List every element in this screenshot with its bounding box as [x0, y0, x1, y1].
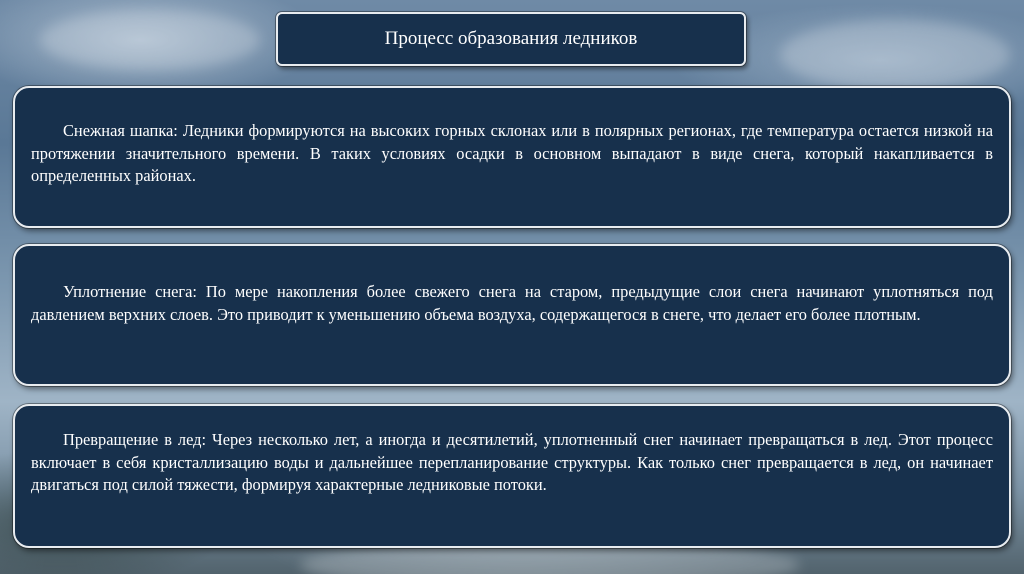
card-text: Превращение в лед: Через несколько лет, а иногда и десятилетий, уплотненный снег начинает превращаться в лед. Этот процесс включает в себя кристаллизацию воды и дальнейшее перепланирование структуры. Как только снег превращается в лед, он начинает двигаться под силой тяжести, формируя характерные ледниковые потоки. [31, 430, 993, 494]
content-card-ice-transformation [13, 404, 1011, 548]
slide-title-box [276, 12, 746, 66]
content-card-snow-compaction [13, 244, 1011, 386]
background-cloud [40, 10, 260, 70]
content-card-snow-cap [13, 86, 1011, 228]
card-text: Снежная шапка: Ледники формируются на высоких горных склонах или в полярных регионах, где температура остается низкой на протяжении значительного времени. В таких условиях осадки в основном выпадают в виде снега, который накапливается в определенных районах. [31, 121, 993, 185]
card-text: Уплотнение снега: По мере накопления более свежего снега на старом, предыдущие слои снега начинают уплотняться под давлением верхних слоев. Это приводит к уменьшению объема воздуха, содержащегося в снеге, что делает его более плотным. [31, 282, 993, 324]
slide-title: Процесс образования ледников [384, 28, 638, 49]
background-cloud [780, 20, 1010, 90]
